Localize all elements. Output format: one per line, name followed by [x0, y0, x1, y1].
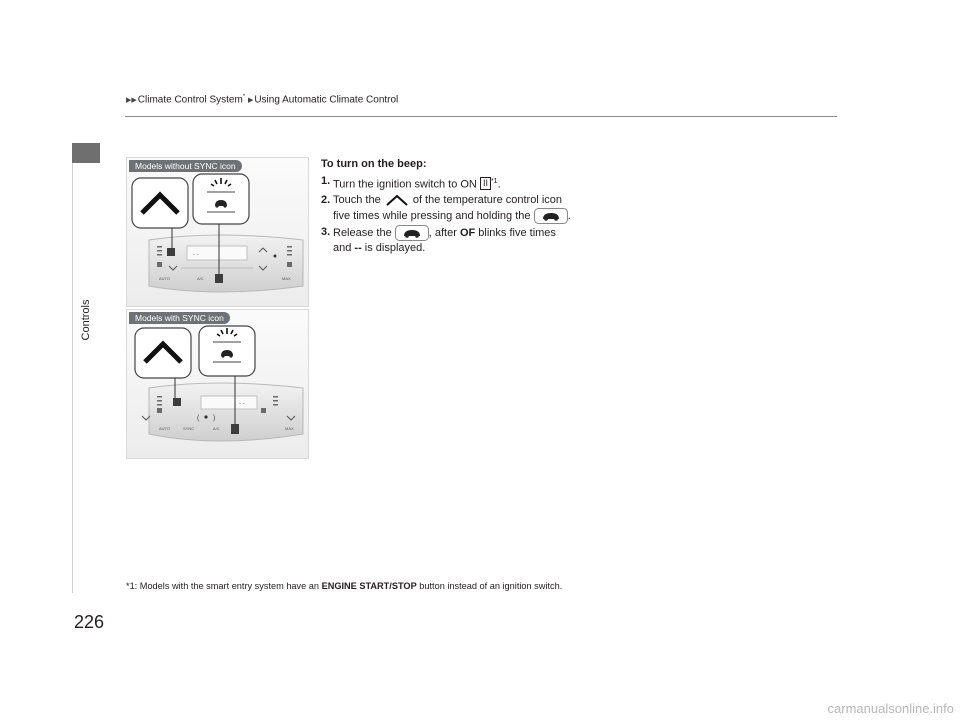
- step-2-text-b: of the temperature control icon five times while pressing and holding the: [333, 193, 563, 223]
- section-label: Controls: [80, 299, 92, 341]
- watermark: carmanualsonline.info: [827, 701, 954, 716]
- step-1-number: 1.: [321, 174, 331, 187]
- step-3-text-d: is displayed.: [361, 241, 426, 254]
- temp-up-callout-sync: [135, 328, 191, 378]
- step-2: [321, 193, 571, 225]
- step-1-text: Turn the ignition switch to ON: [333, 178, 480, 191]
- step-2-end: .: [567, 210, 571, 223]
- footnote-text-a: *1: Models with the smart entry system have an: [126, 581, 322, 591]
- breadcrumb-arrow-icon: ▶: [247, 97, 254, 105]
- breadcrumb-item-automatic[interactable]: Using Automatic Climate Control: [254, 94, 399, 106]
- max-label-sync: MAX: [285, 426, 294, 431]
- temp-up-button-left[interactable]: [167, 248, 175, 256]
- temp-up-button-left-sync[interactable]: [173, 398, 181, 406]
- breadcrumb: [126, 94, 398, 105]
- instructions: [321, 157, 571, 256]
- breadcrumb-arrow-icon: ▶▶: [126, 97, 137, 105]
- instructions-heading: To turn on the beep:: [321, 158, 427, 170]
- svg-text:(: (: [197, 415, 200, 422]
- page-number: 226: [74, 612, 105, 632]
- step-1: [321, 174, 571, 193]
- temp-display-sync: - -: [239, 401, 245, 407]
- ac-label: A/C: [197, 276, 204, 281]
- step-3-text-b: , after: [428, 226, 460, 239]
- breadcrumb-item-climate[interactable]: Climate Control System: [137, 94, 243, 106]
- step-1-end: .: [497, 178, 501, 191]
- temp-up-callout: [132, 178, 188, 228]
- fan-button-sync[interactable]: [231, 424, 239, 434]
- svg-text:): ): [213, 415, 216, 422]
- temp-up-inline-icon: [384, 194, 410, 206]
- fan-button[interactable]: [215, 274, 223, 283]
- auto-label: AUTO: [159, 276, 171, 281]
- step-3-text-c: blinks five times and: [333, 226, 556, 254]
- dash-indicator: --: [354, 241, 362, 254]
- recirculation-inline-icon-2: [395, 225, 429, 241]
- panel-tag-without-sync: Models without SYNC icon: [129, 160, 242, 172]
- footnote-ref[interactable]: *1: [490, 177, 498, 185]
- header-rule: [125, 116, 837, 117]
- footnote: [126, 579, 586, 594]
- climate-panel-illustration: [127, 158, 308, 306]
- sync-label: SYNC: [183, 426, 195, 431]
- temp-display: - -: [193, 252, 199, 258]
- breadcrumb-mark: *: [242, 94, 246, 100]
- step-2-text-a: Touch the: [333, 193, 384, 206]
- of-indicator: OF: [459, 226, 476, 239]
- section-tab: [72, 143, 100, 163]
- step-3-number: 3.: [321, 225, 331, 238]
- auto-label-sync: AUTO: [159, 426, 171, 431]
- step-3: [321, 225, 571, 257]
- side-divider: [72, 163, 73, 593]
- step-2-number: 2.: [321, 193, 331, 206]
- footnote-text-b: button instead of an ignition switch.: [416, 581, 563, 591]
- footnote-button-name: ENGINE START/STOP: [321, 581, 417, 591]
- panel-with-sync: [126, 309, 309, 459]
- climate-panel-illustration-sync: [127, 310, 308, 458]
- ignition-position-key: II: [480, 177, 491, 190]
- ac-label-sync: A/C: [213, 426, 220, 431]
- recirculation-inline-icon: [534, 208, 568, 224]
- max-label: MAX: [282, 276, 291, 281]
- panel-tag-with-sync: Models with SYNC icon: [129, 312, 230, 324]
- step-3-text-a: Release the: [333, 226, 395, 239]
- panel-without-sync: [126, 157, 309, 307]
